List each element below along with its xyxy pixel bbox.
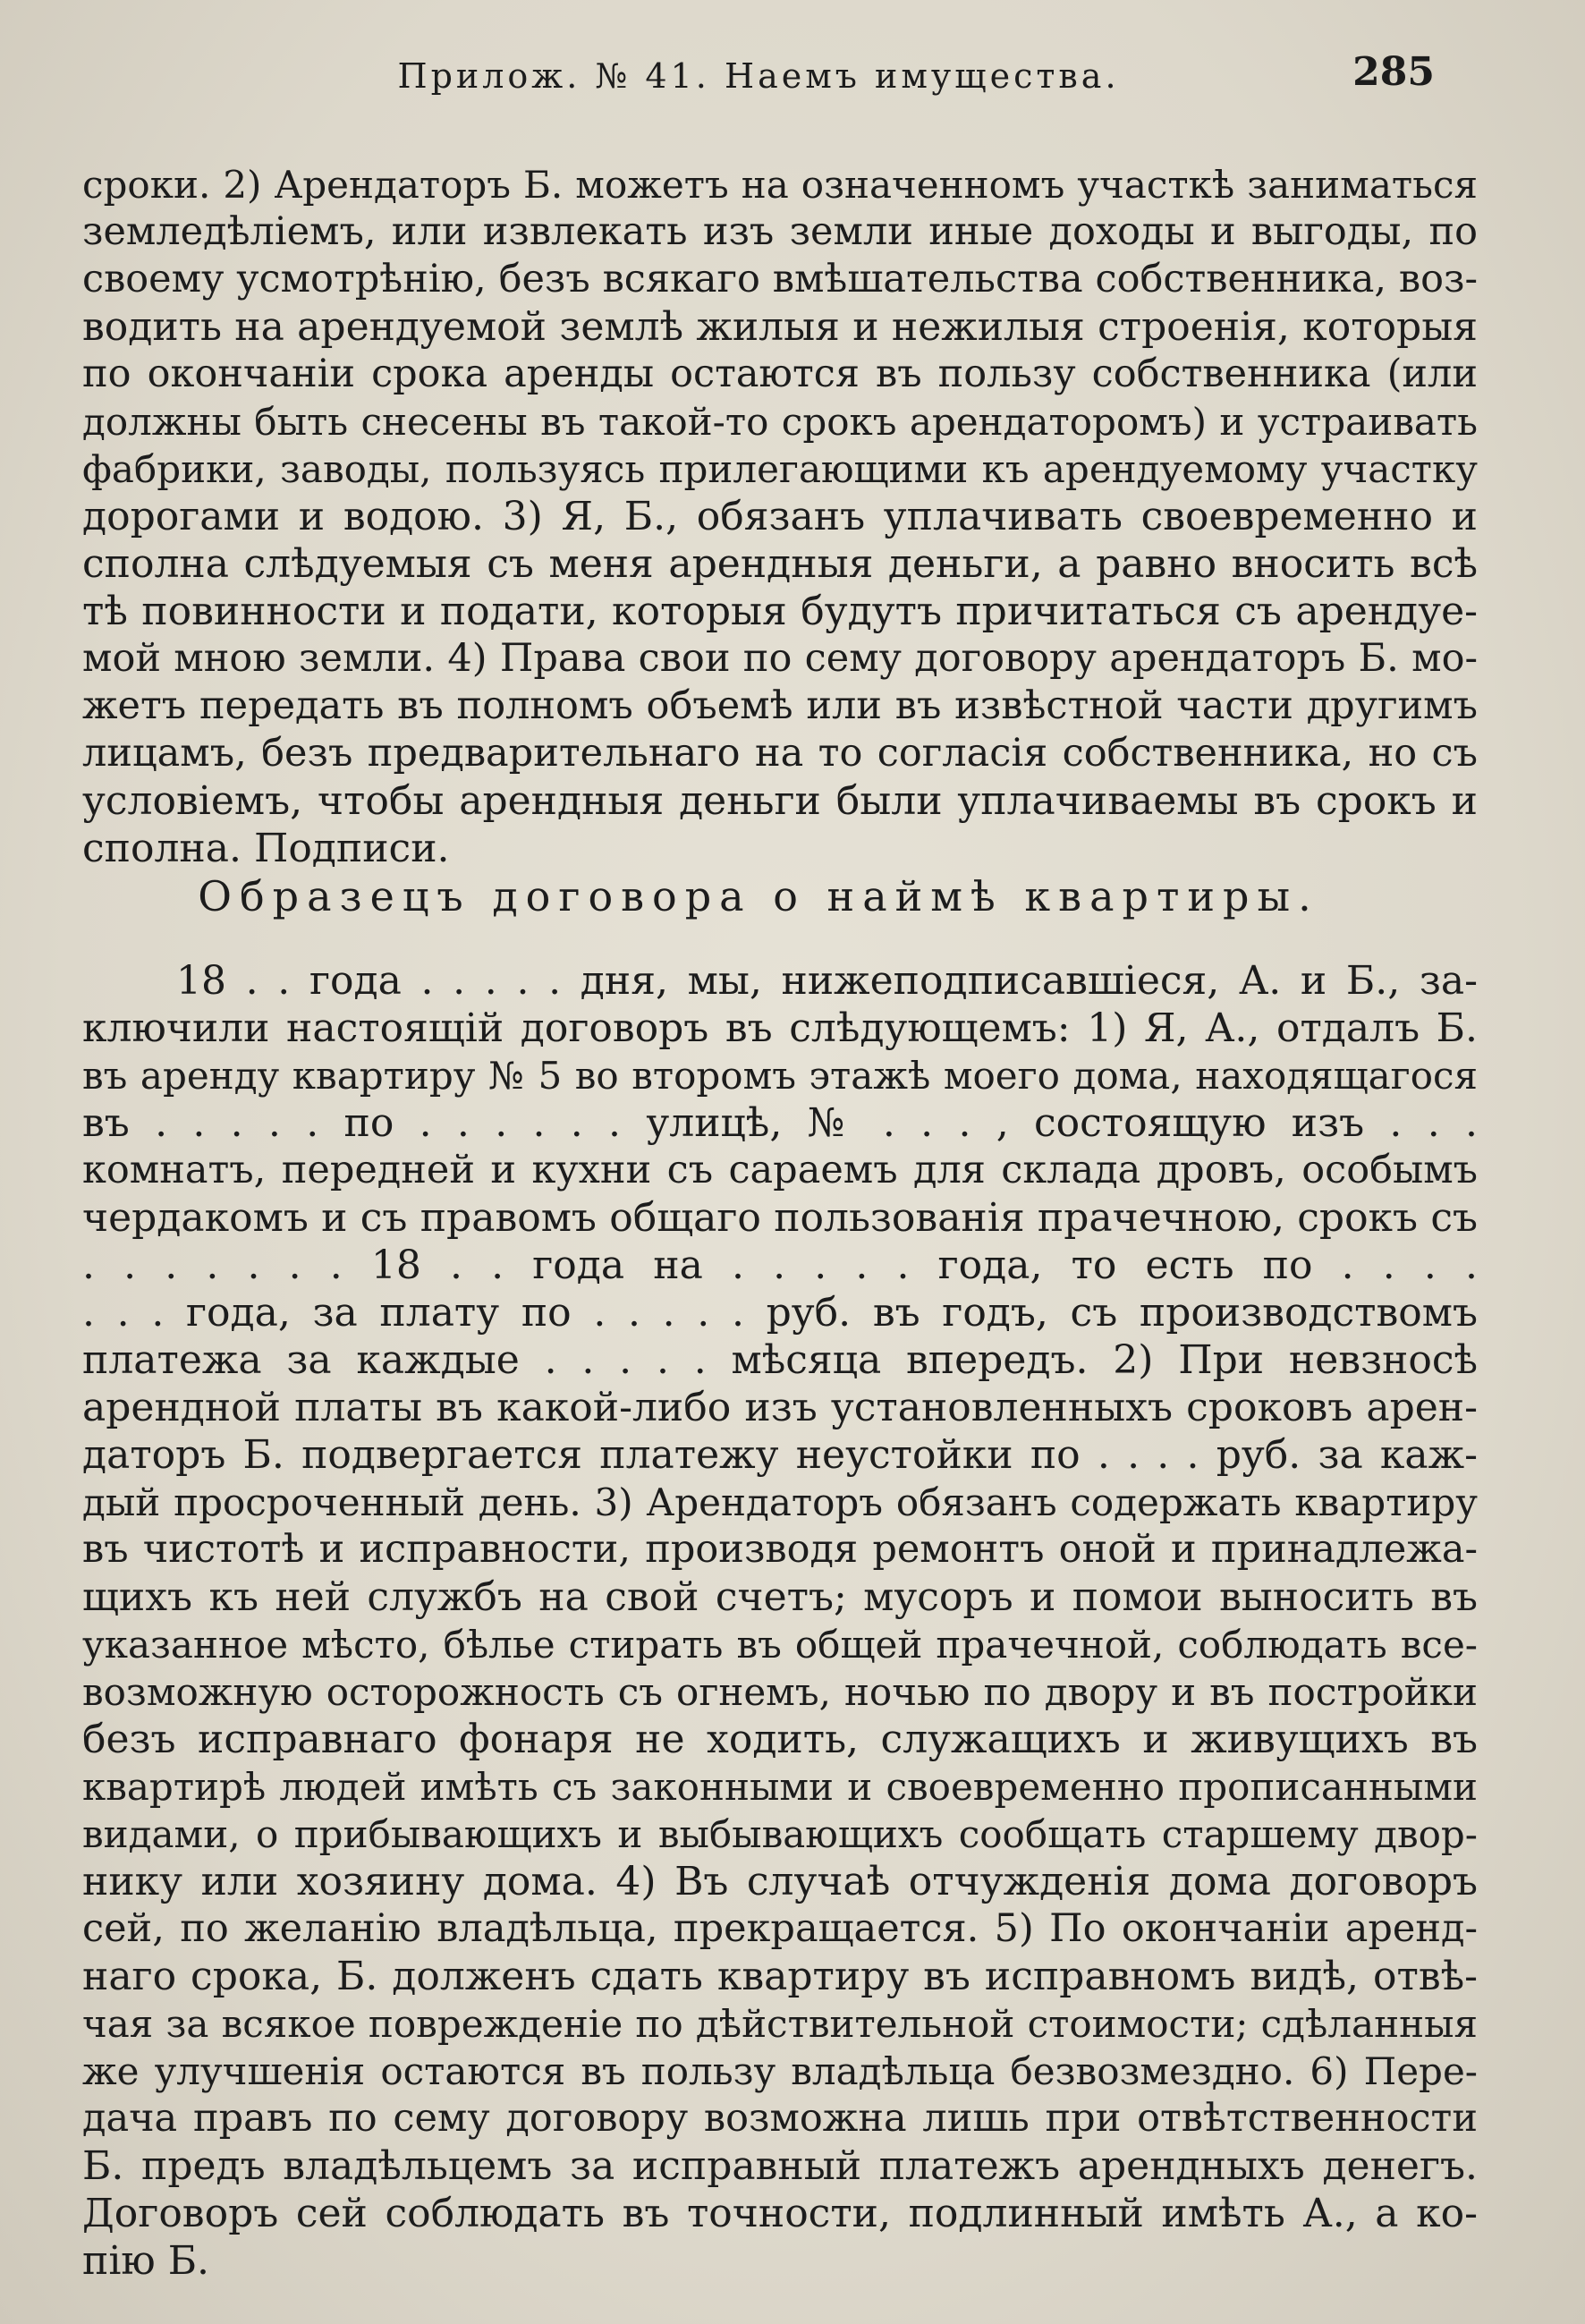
text-line: по окончаніи срока аренды остаются въ пользу собственника (или (82, 352, 1478, 396)
text-line: чая за всякое поврежденіе по дѣйствительной стоимости; сдѣланныя (82, 2002, 1478, 2046)
text-line: нику или хозяину дома. 4) Въ случаѣ отчужденія дома договоръ (82, 1859, 1478, 1904)
text-line: наго срока, Б. долженъ сдать квартиру въ исправномъ видѣ, отвѣ- (82, 1954, 1478, 1999)
text-line: сроки. 2) Арендаторъ Б. можетъ на означенномъ участкѣ заниматься (82, 163, 1478, 207)
text-line: комнатъ, передней и кухни съ сараемъ для склада дровъ, особымъ (82, 1148, 1478, 1192)
text-line: тѣ повинности и подати, которыя будутъ причитаться съ арендуе- (82, 589, 1478, 634)
text-line: сполна. Подписи. (82, 826, 450, 871)
text-line: земледѣліемъ, или извлекать изъ земли иные доходы и выгоды, по (82, 209, 1478, 254)
text-line: даторъ Б. подвергается платежу неустойки по . . . . руб. за кaж- (82, 1432, 1478, 1478)
text-line: Б. предъ владѣльцемъ за исправный платежъ арендныхъ денегъ. (82, 2143, 1478, 2189)
text-line: ключили настоящій договоръ въ слѣдующемъ: 1) Я, А., отдалъ Б. (82, 1005, 1478, 1051)
text-line: арендной платы въ какой-либо изъ установленныхъ сроковъ арен- (82, 1385, 1478, 1430)
text-line: въ аренду квартиру № 5 во второмъ этажѣ моего дома, находящагося (82, 1054, 1478, 1098)
text-line: жетъ передать въ полномъ объемѣ или въ извѣстной части другимъ (82, 683, 1478, 728)
text-line: въ чистотѣ и исправности, производя ремонтъ оной и принадлежа- (82, 1527, 1478, 1572)
text-line: своему усмотрѣнію, безъ всякаго вмѣшательства собственника, воз- (82, 257, 1478, 301)
text-line: сей, по желанію владѣльца, прекращается. 5) По окончаніи аренд- (82, 1906, 1478, 1951)
text-line: дача правъ по сему договору возможна лишь при отвѣтственности (82, 2096, 1478, 2141)
text-line: . . . . . . . 18 . . года на . . . . . года, то есть по . . . . (82, 1243, 1478, 1288)
text-line: же улучшенія остаются въ пользу владѣльца безвозмездно. 6) Пере- (82, 2049, 1478, 2093)
running-title: Прилож. № 41. Наемъ имущества. (397, 56, 1120, 96)
text-line: платежа за каждые . . . . . мѣсяца впередъ. 2) При невзносѣ (82, 1337, 1478, 1383)
text-line: условіемъ, чтобы арендныя деньги были уплачиваемы въ срокъ и (82, 778, 1478, 824)
section-heading: Образецъ договора о наймѣ квартиры. (198, 872, 1319, 920)
text-line: дый просроченный день. 3) Арендаторъ обязанъ содержать квартиру (82, 1480, 1478, 1524)
text-line: должны быть снесены въ такой-то срокъ арендаторомъ) и устраивать (82, 400, 1478, 444)
text-line: возможную осторожность съ огнемъ, ночью по двору и въ постройки (82, 1670, 1478, 1714)
page-number: 285 (1352, 49, 1435, 95)
paragraph-land-lease (82, 161, 1478, 872)
text-line: . . . года, за плату по . . . . . руб. въ годъ, съ производствомъ (82, 1290, 1478, 1336)
text-line: въ . . . . . по . . . . . . улицѣ, № . . . , состоящую изъ . . . (82, 1100, 1478, 1146)
text-line: щихъ къ ней службъ на свой счетъ; мусоръ и помои выносить въ (82, 1574, 1478, 1620)
text-line: водить на арендуемой землѣ жилыя и нежилыя строенія, которыя (82, 304, 1478, 350)
page-header (82, 49, 1435, 103)
paragraph-apartment-lease (82, 957, 1478, 2285)
text-line: пію Б. (82, 2238, 210, 2284)
text-line: лицамъ, безъ предварительнаго на то согласія собственника, но съ (82, 731, 1478, 776)
text-line: чердакомъ и съ правомъ общаго пользованія прачечною, срокъ съ (82, 1195, 1478, 1241)
text-line: фабрики, заводы, пользуясь прилегающими къ арендуемому участку (82, 447, 1478, 491)
text-line: указанное мѣсто, бѣлье стирать въ общей прачечной, соблюдать все- (82, 1623, 1478, 1667)
text-line: дорогами и водою. 3) Я, Б., обязанъ уплачивать своевременно и (82, 494, 1478, 539)
text-line: видами, о прибывающихъ и выбывающихъ сообщать старшему двор- (82, 1812, 1478, 1856)
text-line: квартирѣ людей имѣть съ законными и своевременно прописанными (82, 1765, 1478, 1809)
text-line: сполна слѣдуемыя съ меня арендныя деньги, а равно вносить всѣ (82, 541, 1478, 587)
text-line: Договоръ сей соблюдать въ точности, подлинный имѣть А., а ко- (82, 2191, 1478, 2236)
text-line: безъ исправнаго фонаря не ходить, служащихъ и живущихъ въ (82, 1717, 1478, 1762)
text-line: 18 . . года . . . . . дня, мы, нижеподписавшіеся, А. и Б., за- (176, 958, 1478, 1004)
text-line: мой мною земли. 4) Права свои по сему договору арендаторъ Б. мо- (82, 636, 1478, 681)
